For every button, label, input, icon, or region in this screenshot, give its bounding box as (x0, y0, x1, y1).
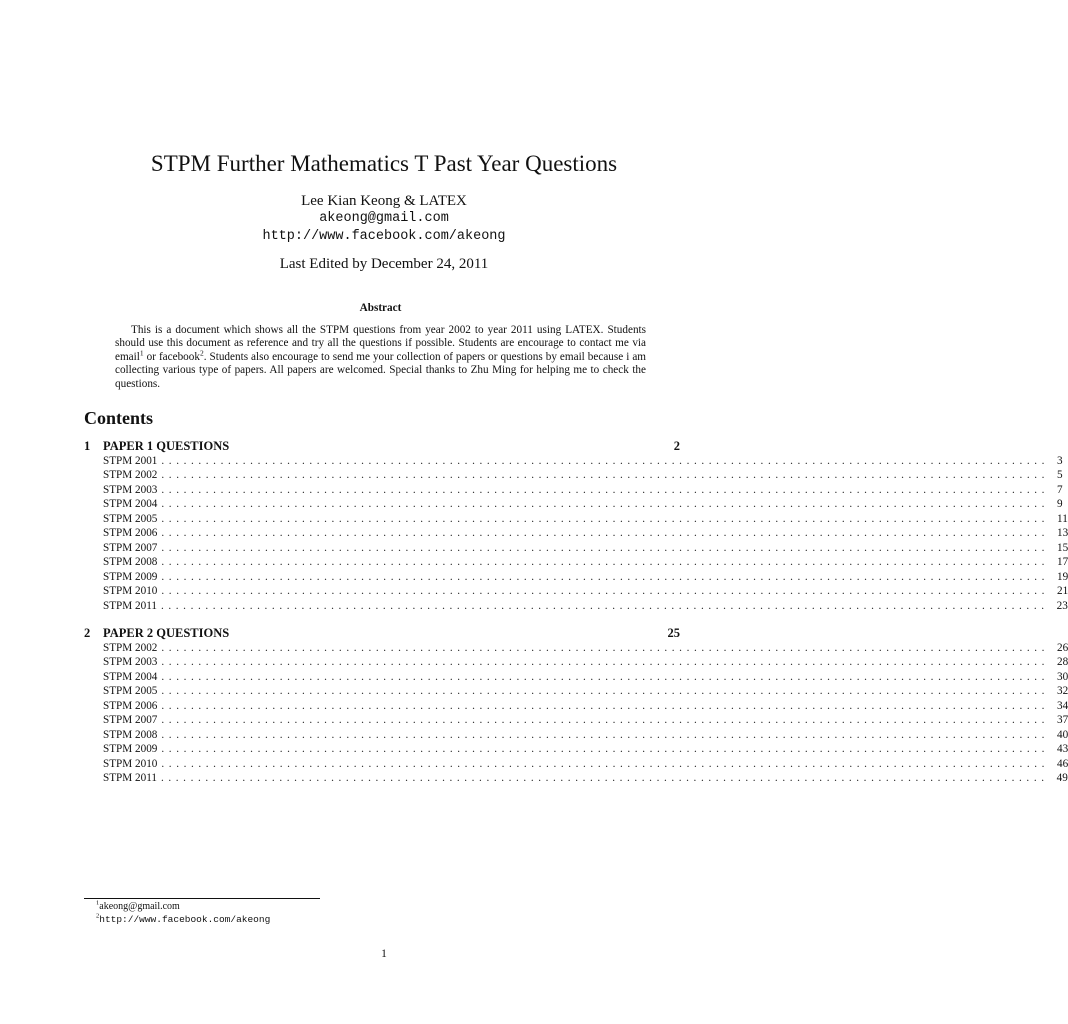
toc-entry-page: 34 (1057, 699, 1068, 712)
toc-entry[interactable] (103, 742, 1068, 757)
contents-heading: Contents (84, 408, 154, 428)
toc-entry[interactable] (103, 684, 1068, 699)
toc-leader-dots: ........................................................................................................................ (161, 570, 1050, 583)
toc-entry-label: STPM 2005 (103, 685, 158, 697)
author-url: http://www.facebook.com/akeong (262, 229, 506, 244)
toc-section-number: 2 (84, 626, 91, 640)
footnote-mark: 2 (96, 912, 100, 920)
toc-leader-dots: ........................................................................................................................ (161, 556, 1050, 568)
toc-entry-label: STPM 2007 (103, 541, 158, 554)
toc-leader-dots: ........................................................................................................................ (161, 670, 1050, 683)
toc-entry-label: STPM 2003 (103, 483, 158, 496)
toc-entry-page: 43 (1057, 743, 1068, 755)
toc-entry-page: 9 (1057, 498, 1063, 510)
toc-section-1 (84, 439, 1068, 613)
abstract-text-1: This is a document which shows all the STPM questions from year 2002 to year 2011 using LATEX. Students should use this document as reference and try all the questions if possible. Students are encourage to contact me via email (115, 323, 646, 363)
toc-entry[interactable] (103, 699, 1068, 714)
abstract-heading: Abstract (359, 302, 402, 314)
title-block (0, 150, 768, 273)
toc-entry-page: 40 (1057, 728, 1068, 741)
toc-entry-page: 28 (1057, 656, 1068, 668)
toc-leader-dots: ........................................................................................................................ (161, 483, 1050, 496)
toc-entry-label: STPM 2002 (103, 641, 158, 654)
toc-entry-label: STPM 2005 (103, 512, 158, 525)
footnote-1 (96, 901, 270, 914)
footnote-2 (96, 914, 270, 927)
toc-entry-page: 17 (1057, 556, 1068, 568)
toc-entry-label: STPM 2010 (103, 585, 158, 597)
toc-leader-dots: ........................................................................................................................ (161, 685, 1050, 697)
toc-entry-page: 26 (1057, 641, 1068, 654)
toc-leader-dots: ........................................................................................................................ (161, 656, 1050, 668)
page-number: 1 (381, 948, 387, 960)
toc-leader-dots: ........................................................................................................................ (161, 527, 1050, 539)
toc-entry-label: STPM 2002 (103, 469, 158, 481)
toc-entry[interactable] (103, 670, 1068, 685)
footnote-rule (84, 898, 320, 899)
toc-leader-dots: ........................................................................................................................ (161, 585, 1050, 597)
toc-entry-label: STPM 2007 (103, 714, 158, 726)
toc-entry[interactable] (103, 641, 1068, 656)
toc-entry[interactable] (103, 512, 1068, 527)
toc-entry[interactable] (103, 483, 1063, 498)
toc-leader-dots: ........................................................................................................................ (161, 743, 1050, 755)
toc-entry[interactable] (103, 541, 1068, 556)
toc-leader-dots: ........................................................................................................................ (161, 714, 1050, 726)
toc-leader-dots: ........................................................................................................................ (160, 772, 1049, 784)
footnote-ref-1: 1 (139, 348, 144, 358)
toc-leader-dots: ........................................................................................................................ (161, 469, 1050, 481)
footnote-mark: 1 (96, 899, 100, 907)
toc-entry-label: STPM 2010 (103, 757, 158, 770)
toc-entry-page: 37 (1057, 714, 1068, 726)
toc-entry[interactable] (103, 570, 1068, 585)
toc-entry[interactable] (103, 757, 1068, 772)
toc-section-number: 1 (84, 439, 91, 453)
toc-leader-dots: ........................................................................................................................ (161, 699, 1050, 712)
toc-entry[interactable] (103, 728, 1068, 743)
toc-entry-page: 15 (1057, 541, 1068, 554)
toc-entry-label: STPM 2006 (103, 699, 158, 712)
toc-entry[interactable] (103, 526, 1068, 541)
toc-leader-dots: ........................................................................................................................ (161, 641, 1050, 654)
toc-section-2 (84, 626, 1068, 786)
toc-entry-page: 49 (1056, 772, 1068, 784)
abstract-text-2: or facebook (143, 350, 200, 363)
toc-entry-label: STPM 2001 (103, 454, 158, 467)
last-edited-date: Last Edited by December 24, 2011 (279, 256, 489, 272)
toc-entry-page: 30 (1057, 670, 1068, 683)
toc-leader-dots: ........................................................................................................................ (161, 454, 1050, 467)
toc-entry-page: 11 (1057, 512, 1068, 525)
toc-entry-label: STPM 2009 (103, 570, 158, 583)
abstract (115, 302, 646, 392)
toc-entry-page: 19 (1057, 570, 1068, 583)
toc-entry-page: 5 (1057, 469, 1063, 481)
toc-entry-label: STPM 2008 (103, 556, 158, 568)
toc-entry-label: STPM 2003 (103, 656, 158, 668)
toc-entry[interactable] (103, 555, 1068, 570)
footnotes (96, 901, 270, 926)
toc-section-page: 2 (673, 439, 680, 453)
toc-entry[interactable] (103, 454, 1063, 469)
footnote-text: akeong@gmail.com (99, 901, 180, 912)
abstract-text-3: . Students also encourage to send me your collection of papers or questions by email because i am collecting various type of papers. All papers are welcomed. Special thanks to Zhu Ming for helping me to check the questions. (115, 350, 646, 390)
toc-entry-label: STPM 2006 (103, 527, 158, 539)
author-email: akeong@gmail.com (319, 211, 449, 226)
toc-entry[interactable] (103, 713, 1068, 728)
abstract-body (115, 324, 646, 392)
toc-entry[interactable] (103, 497, 1063, 512)
toc-leader-dots: ........................................................................................................................ (161, 728, 1050, 741)
toc-entry-page: 3 (1057, 454, 1063, 467)
toc-entry[interactable] (103, 771, 1068, 786)
toc-entry-page: 7 (1057, 483, 1063, 496)
toc-entry-label: STPM 2004 (103, 498, 158, 510)
toc-entry-label: STPM 2011 (103, 599, 157, 612)
toc-entry[interactable] (103, 599, 1068, 614)
toc-entry[interactable] (103, 468, 1063, 483)
toc-entry-label: STPM 2011 (103, 772, 157, 784)
toc-entry-page: 32 (1057, 685, 1068, 697)
toc-leader-dots: ........................................................................................................................ (161, 498, 1050, 510)
toc-entry-label: STPM 2004 (103, 670, 158, 683)
document-title: STPM Further Mathematics T Past Year Questions (150, 151, 618, 176)
toc-section-page: 25 (667, 626, 680, 640)
toc-leader-dots: ........................................................................................................................ (160, 599, 1049, 612)
toc-entry-page: 46 (1057, 757, 1068, 770)
toc-section-title: PAPER 1 QUESTIONS (103, 439, 230, 453)
toc-entry[interactable] (103, 655, 1068, 670)
toc-section-heading[interactable] (84, 439, 680, 454)
author-line: Lee Kian Keong & LATEX (301, 193, 467, 209)
toc-entry-page: 13 (1057, 527, 1068, 539)
toc-leader-dots: ........................................................................................................................ (161, 541, 1050, 554)
toc-leader-dots: ........................................................................................................................ (161, 757, 1050, 770)
toc-entry[interactable] (103, 584, 1068, 599)
toc-entry-label: STPM 2008 (103, 728, 158, 741)
toc-leader-dots: ........................................................................................................................ (161, 512, 1050, 525)
toc-entry-page: 23 (1056, 599, 1068, 612)
footnote-ref-2: 2 (199, 348, 204, 358)
toc-entry-page: 21 (1057, 585, 1068, 597)
toc-section-title: PAPER 2 QUESTIONS (103, 626, 230, 640)
toc-entry-label: STPM 2009 (103, 743, 158, 755)
toc-section-heading[interactable] (84, 626, 680, 641)
footnote-text: http://www.facebook.com/akeong (99, 913, 271, 925)
